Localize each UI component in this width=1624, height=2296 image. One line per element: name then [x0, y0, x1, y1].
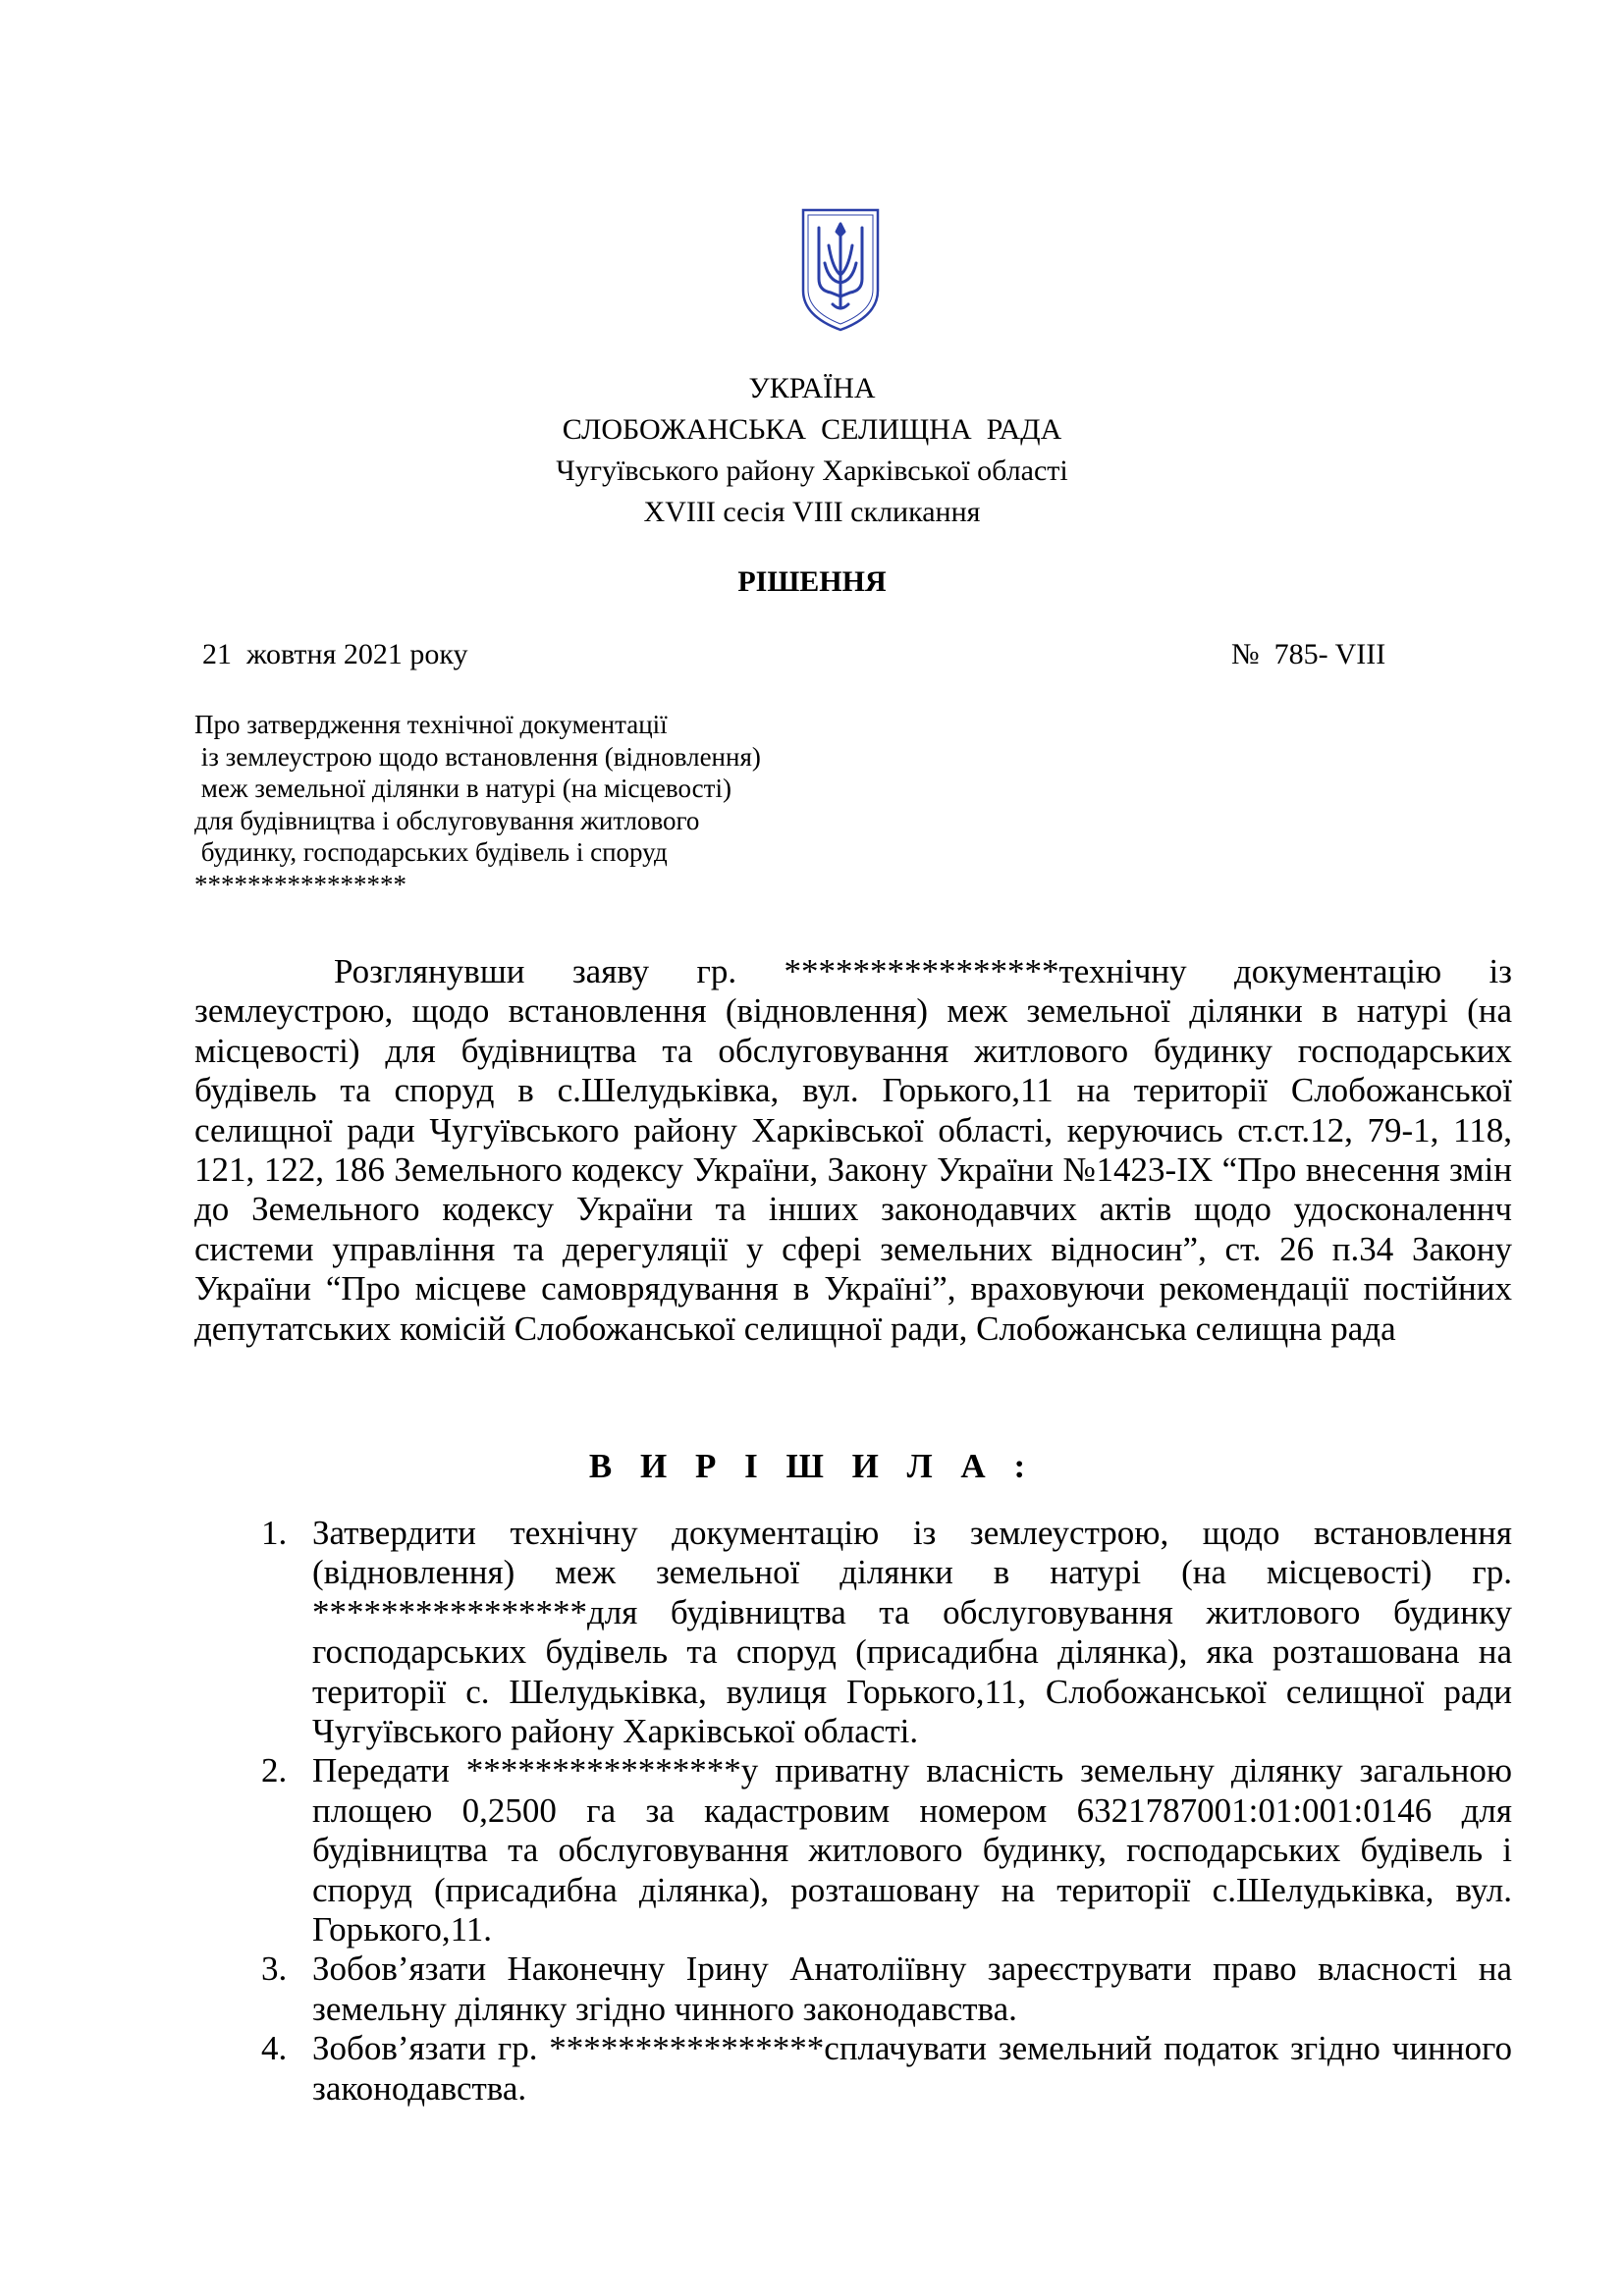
resolved-heading: В И Р І Ш И Л А : [588, 1447, 1036, 1485]
session-info: XVIII сесія VIII скликання [643, 496, 981, 528]
decision-date: 21 жовтня 2021 року [202, 638, 468, 670]
subject-line: із землеустрою щодо встановлення (відновлення) [194, 741, 761, 772]
council-name: СЛОБОЖАНСЬКА СЕЛИЩНА РАДА [562, 413, 1062, 446]
item-number: 2. [261, 1751, 288, 1790]
district-name: Чугуївського району Харківської області [556, 454, 1068, 487]
subject-line: для будівництва і обслуговування житлового [194, 805, 700, 835]
item-number: 1. [261, 1514, 288, 1552]
decision-subject [194, 709, 761, 901]
subject-line: **************** [194, 869, 406, 899]
item-number: 4. [261, 2029, 288, 2068]
item-text: Передати ****************у приватну власність земельну ділянку загальною площею 0,2500 га за кадастровим номером 6321787001:01:001:0146 для будівництва та обслуговування житлового будинку, господарських будівель і споруд (присадибна ділянка), розташовану на території с.Шелудьківка, вул. Горького,11. [312, 1751, 1512, 1949]
item-number: 3. [261, 1949, 288, 1989]
resolution-item [261, 2029, 1512, 2109]
item-text: Затвердити технічну документацію із землеустрою, щодо встановлення (відновлення) меж земельної ділянки в натурі (на місцевості) гр. ****************для будівництва та обслуговування житлового будинку господарських будівель та споруд (присадибна ділянка), яка розташована на території с. Шелудьківка, вулиця Горького,11, Слобожанської селищної ради Чугуївського району Харківської області. [312, 1514, 1512, 1751]
item-text: Зобов’язати Наконечну Ірину Анатоліївну зареєструвати право власності на земельну ділянку згідно чинного законодавства. [312, 1949, 1512, 2028]
resolution-item [261, 1514, 1512, 1751]
trident-coat-of-arms-icon [799, 206, 882, 334]
resolution-item [261, 1751, 1512, 1949]
document-header [0, 373, 1624, 528]
subject-line: будинку, господарських будівель і споруд [194, 837, 668, 868]
country-name: УКРАЇНА [748, 372, 876, 404]
decision-number: № 785- VIII [1231, 638, 1386, 670]
resolution-item [261, 1949, 1512, 2029]
resolution-items [261, 1514, 1512, 2109]
item-text: Зобов’язати гр. ****************сплачувати земельний податок згідно чинного законодавства. [312, 2029, 1512, 2108]
document-type-title: РІШЕННЯ [737, 565, 887, 598]
subject-line: Про затвердження технічної документації [194, 710, 668, 739]
subject-line: меж земельної ділянки в натурі (на місцевості) [194, 774, 731, 804]
preamble-paragraph: Розглянувши заяву гр. ****************технічну документацію із землеустрою, щодо встановлення (відновлення) меж земельної ділянки в натурі (на місцевості) для будівництва та обслуговування житлового будинку господарських будівель та споруд в с.Шелудьківка, вул. Горького,11 на території Слобожанської селищної ради Чугуївського району Харківської області, керуючись ст.ст.12, 79-1, 118, 121, 122, 186 Земельного кодексу України, Закону України №1423-IX “Про внесення змін до Земельного кодексу України та інших законодавчих актів щодо удосконаленнч системи управління та дерегуляції у сфері земельних відносин”, ст. 26 п.34 Закону України “Про місцеве самоврядування в Україні”, враховуючи рекомендації постійних депутатських комісій Слобожанської селищної ради, Слобожанська селищна рада [194, 952, 1512, 1348]
